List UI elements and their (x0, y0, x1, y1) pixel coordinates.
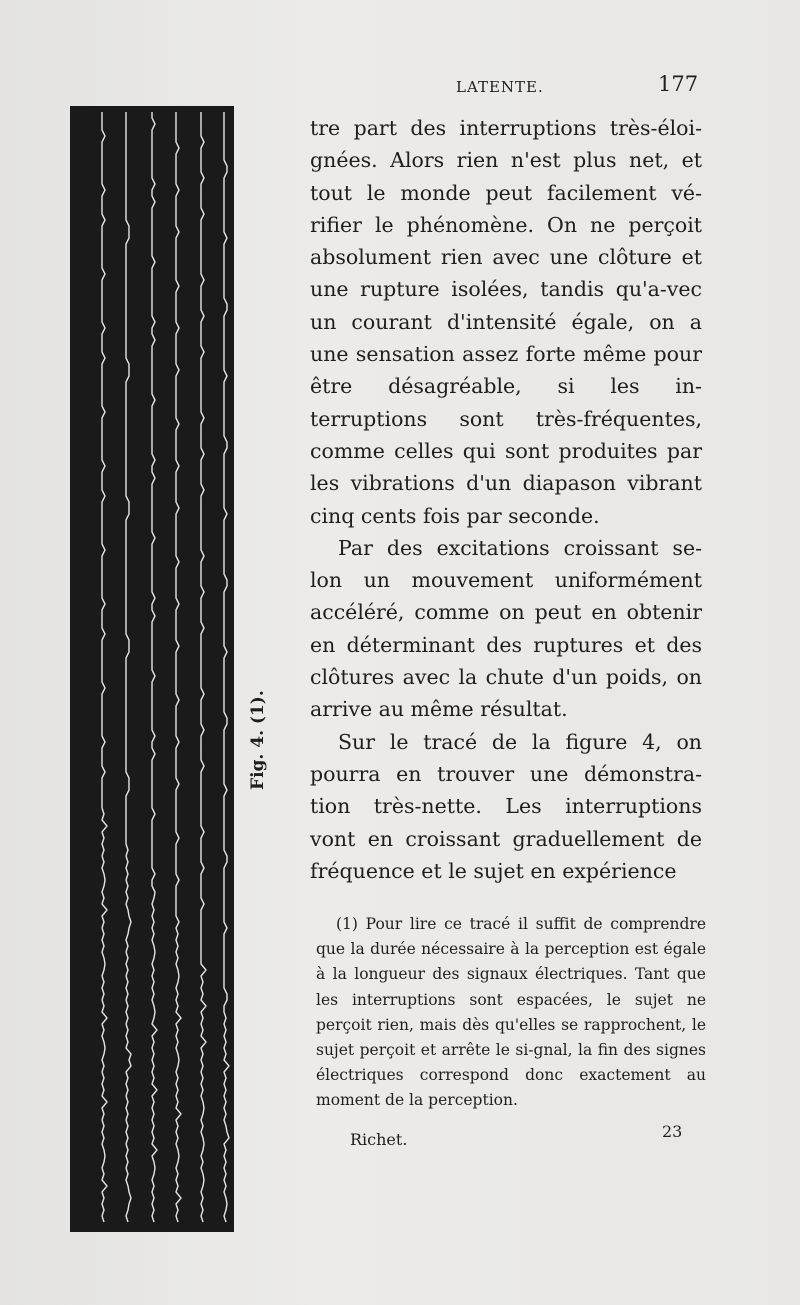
footnote: (1) Pour lire ce tracé il suffit de comprendre que la durée nécessaire à la perception est égale à la longueur des signaux électriques. Tant que les interruptions sont espacées, le sujet ne perçoit rien, mais dès qu'elles se rapprochent, le sujet perçoit et arrête le si-gnal, la fin des signes électriques correspond donc exactement au moment de la perception. (316, 915, 706, 1110)
tracing-line (102, 112, 107, 1222)
tracing-line (224, 112, 229, 1222)
printer-signature: Richet. (350, 1130, 408, 1149)
tracing-lines (70, 106, 234, 1232)
paragraph-1: tre part des interruptions très-éloi-gnées. Alors rien n'est plus net, et tout le monde peut facilement vé-rifier le phénomène. On ne perçoit absolument rien avec une clôture et une rupture isolées, tandis qu'a-vec un courant d'intensité égale, on a une sensation assez forte même pour être désagréable, si les in-terruptions sont très-fréquentes, comme celles qui sont produites par les vibrations d'un diapason vibrant cinq cents fois par seconde. (310, 116, 702, 528)
paragraph-2: Par des excitations croissant se-lon un mouvement uniformément accéléré, comme on peut en obtenir en déterminant des ruptures et des clôtures avec la chute d'un poids, on arrive au même résultat. (310, 535, 702, 722)
page-number: 177 (658, 72, 699, 96)
tracing-line (176, 112, 181, 1222)
paragraph-3: Sur le tracé de la figure 4, on pourra en trouver une démonstra-tion très-nette. Les interruptions vont en croissant graduellement de fréquence et le sujet en expérience (310, 729, 702, 883)
figure-caption: Fig. 4. (1). (248, 690, 268, 790)
tracing-line (126, 112, 131, 1222)
tracing-line (201, 112, 206, 1222)
sheet-number: 23 (662, 1122, 683, 1141)
figure-tracing (70, 106, 234, 1232)
running-header: LATENTE. (456, 78, 544, 96)
tracing-line (152, 112, 157, 1222)
body-text (310, 112, 702, 887)
